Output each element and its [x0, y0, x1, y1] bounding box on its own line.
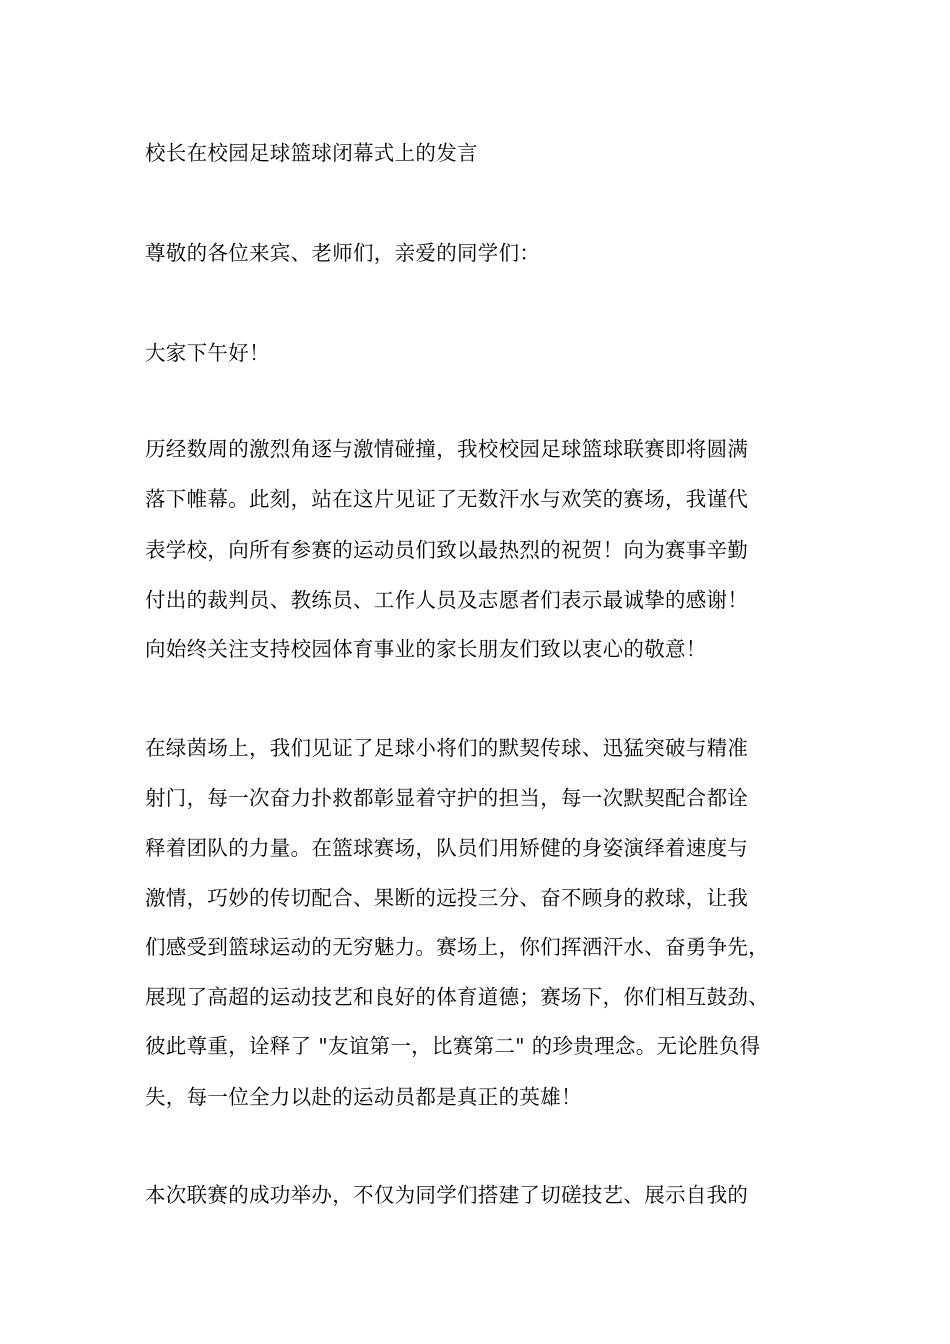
paragraph-line: 射门，每一次奋力扑救都彰显着守护的担当，每一次默契配合都诠 — [145, 786, 749, 810]
paragraph-line: 激情，巧妙的传切配合、果断的远投三分、奋不顾身的救球，让我 — [145, 886, 749, 910]
paragraph-line: 付出的裁判员、教练员、工作人员及志愿者们表示最诚挚的感谢！ — [145, 588, 749, 612]
paragraph-line: 历经数周的激烈角逐与激情碰撞，我校校园足球篮球联赛即将圆满 — [145, 437, 749, 461]
paragraph-line: 失，每一位全力以赴的运动员都是真正的英雄！ — [145, 1085, 582, 1109]
paragraph-line: 们感受到篮球运动的无穷魅力。赛场上，你们挥洒汗水、奋勇争先， — [145, 935, 769, 959]
greeting: 大家下午好！ — [145, 341, 270, 365]
paragraph-line: 落下帷幕。此刻，站在这片见证了无数汗水与欢笑的赛场，我谨代 — [145, 487, 749, 511]
paragraph-line: 彼此尊重，诠释了 "友谊第一，比赛第二" 的珍贵理念。无论胜负得 — [145, 1034, 761, 1058]
paragraph-line: 表学校，向所有参赛的运动员们致以最热烈的祝贺！向为赛事辛勤 — [145, 538, 749, 562]
document-title: 校长在校园足球篮球闭幕式上的发言 — [145, 141, 478, 165]
paragraph-line: 在绿茵场上，我们见证了足球小将们的默契传球、迅猛突破与精准 — [145, 736, 749, 760]
paragraph-line: 释着团队的力量。在篮球赛场，队员们用矫健的身姿演绎着速度与 — [145, 836, 749, 860]
paragraph-line: 向始终关注支持校园体育事业的家长朋友们致以衷心的敬意！ — [145, 637, 707, 661]
paragraph-line: 展现了高超的运动技艺和良好的体育道德；赛场下，你们相互鼓劲、 — [145, 985, 769, 1009]
salutation: 尊敬的各位来宾、老师们，亲爱的同学们： — [145, 241, 541, 265]
paragraph-line: 本次联赛的成功举办，不仅为同学们搭建了切磋技艺、展示自我的 — [145, 1183, 749, 1207]
